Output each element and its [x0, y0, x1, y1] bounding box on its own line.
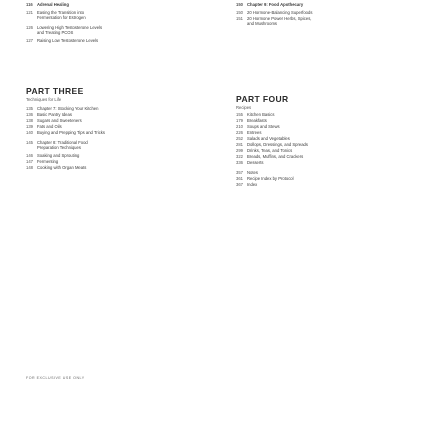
toc-entry-title — [247, 2, 303, 7]
toc-entry — [236, 2, 303, 7]
toc-entry — [236, 142, 308, 147]
toc-entry — [26, 118, 82, 123]
toc-entry — [26, 25, 102, 35]
toc-entry-line: Breads, Muffins, and Crackers — [247, 154, 304, 159]
toc-entry-line: Preparation Techniques — [37, 145, 81, 151]
toc-page-number: 116 — [26, 2, 33, 7]
toc-entry-title — [247, 130, 261, 135]
toc-entry — [26, 140, 88, 150]
toc-page-number: 151 — [236, 16, 243, 21]
toc-entry — [236, 170, 258, 175]
toc-entry-line: Sugars and Sweeteners — [37, 118, 82, 123]
toc-entry-line: Index — [247, 182, 258, 187]
toc-page-number: 138 — [26, 118, 33, 123]
toc-page-number: 322 — [236, 154, 243, 159]
toc-entry — [236, 176, 294, 181]
toc-entry — [236, 182, 257, 187]
toc-page-number: 226 — [236, 130, 243, 135]
toc-entry-line: Chapter 8: Traditional Food — [37, 140, 88, 145]
toc-entry-line: Chapter 9: Food Apothecary — [247, 2, 304, 7]
toc-entry — [236, 124, 280, 129]
toc-entry — [26, 112, 72, 117]
toc-entry-line: Easing the Transition into — [37, 10, 85, 15]
toc-page-number: 155 — [236, 112, 243, 117]
toc-page-number: 281 — [236, 142, 243, 147]
toc-page-number: 147 — [26, 159, 33, 164]
toc-entry-line: 20 Hormone Power Herbs, Spices, — [247, 16, 312, 21]
toc-entry-line: Notes — [247, 170, 258, 175]
toc-entry-line: Breakfasts — [247, 118, 267, 123]
footer-notice: FOR EXCLUSIVE USE ONLY — [26, 376, 85, 380]
toc-entry-title — [247, 142, 308, 147]
toc-entry-title — [247, 148, 292, 153]
toc-entry-title — [37, 130, 105, 135]
toc-entry — [236, 10, 312, 15]
toc-entry — [26, 106, 98, 111]
toc-entry — [236, 130, 261, 135]
toc-entry-line: and Mushrooms — [247, 21, 278, 27]
toc-entry-line: Soups and Stews — [247, 124, 280, 129]
toc-entry-title — [247, 170, 258, 175]
part-three-title: PART THREE — [26, 86, 84, 96]
toc-entry-line: Lowering High Testosterone Levels — [37, 25, 103, 30]
toc-page-number: 357 — [236, 170, 243, 175]
toc-entry-line: and Treating PCOS — [37, 30, 74, 36]
toc-page-number: 146 — [26, 153, 33, 158]
toc-page-number: 127 — [26, 38, 33, 43]
toc-entry-title — [247, 112, 274, 117]
toc-entry-title — [37, 140, 88, 150]
toc-entry — [26, 38, 98, 43]
toc-page-number: 145 — [26, 140, 33, 145]
part-four-title: PART FOUR — [236, 94, 289, 104]
toc-entry-line: 20 Hormone-Balancing Superfoods — [247, 10, 313, 15]
toc-entry-title — [247, 182, 257, 187]
toc-entry-title — [247, 10, 312, 15]
toc-entry-title — [247, 160, 264, 165]
toc-entry-title — [247, 16, 311, 26]
toc-page-number: 140 — [26, 130, 33, 135]
toc-entry-title — [37, 153, 79, 158]
toc-entry-title — [37, 106, 98, 111]
toc-page-number: 139 — [26, 124, 33, 129]
toc-page-number: 299 — [236, 148, 243, 153]
toc-entry-title — [37, 165, 86, 170]
toc-page-number: 148 — [26, 165, 33, 170]
toc-entry-line: Cooking with Organ Meats — [37, 165, 87, 170]
toc-page-number: 179 — [236, 118, 243, 123]
toc-entry-line: Dollops, Dressings, and Spreads — [247, 142, 308, 147]
toc-entry-line: Recipe Index by Protocol — [247, 176, 294, 181]
toc-page-number: 252 — [236, 136, 243, 141]
toc-entry — [236, 16, 311, 26]
toc-entry — [26, 2, 69, 7]
toc-page-number: 121 — [26, 10, 33, 15]
toc-entry-line: Raising Low Testosterone Levels — [37, 38, 99, 43]
toc-entry — [26, 165, 86, 170]
toc-page-number: 361 — [236, 176, 243, 181]
toc-entry-line: Entrees — [247, 130, 262, 135]
toc-page-number: 150 — [236, 2, 243, 7]
toc-entry — [236, 148, 292, 153]
toc-entry — [236, 136, 290, 141]
toc-entry — [26, 130, 105, 135]
toc-entry-title — [37, 159, 58, 164]
toc-entry-line: Adrenal Healing — [37, 2, 69, 7]
toc-entry-line: Chapter 7: Stocking Your Kitchen — [37, 106, 99, 111]
toc-entry-line: Desserts — [247, 160, 264, 165]
toc-entry-title — [37, 112, 72, 117]
toc-page-number: 135 — [26, 106, 33, 111]
toc-page-number: 336 — [236, 160, 243, 165]
toc-entry — [26, 124, 62, 129]
toc-entry-title — [247, 124, 280, 129]
toc-entry-title — [247, 176, 294, 181]
toc-entry — [26, 10, 86, 20]
toc-entry — [236, 112, 274, 117]
toc-entry — [236, 154, 303, 159]
toc-entry-title — [247, 154, 303, 159]
toc-page-number: 136 — [26, 112, 33, 117]
toc-page-number: 150 — [236, 10, 243, 15]
toc-page-number: 126 — [26, 25, 33, 30]
toc-page-number: 367 — [236, 182, 243, 187]
toc-entry — [236, 118, 267, 123]
toc-entry-line: Kitchen Basics — [247, 112, 275, 117]
part-three-subtitle: Techniques for Life — [26, 97, 62, 102]
toc-entry-title — [37, 2, 69, 7]
part-four-subtitle: Recipes — [236, 105, 252, 110]
toc-entry-title — [247, 136, 290, 141]
toc-entry-title — [37, 25, 102, 35]
toc-entry-title — [37, 118, 82, 123]
toc-entry-line: Fermentation for Estrogen — [37, 15, 86, 21]
toc-entry — [26, 159, 58, 164]
toc-entry-title — [37, 38, 98, 43]
toc-entry-line: Salads and Vegetables — [247, 136, 290, 141]
toc-entry — [26, 153, 79, 158]
toc-entry-title — [37, 10, 86, 20]
toc-entry-line: Fermenting — [37, 159, 59, 164]
toc-entry-line: Fats and Oils — [37, 124, 62, 129]
toc-entry — [236, 160, 264, 165]
toc-entry-line: Soaking and Sprouting — [37, 153, 80, 158]
toc-entry-line: Buying and Prepping Tips and Tricks — [37, 130, 105, 135]
toc-entry-title — [247, 118, 267, 123]
toc-entry-line: Basic Pantry Ideas — [37, 112, 72, 117]
toc-page-number: 210 — [236, 124, 243, 129]
toc-entry-title — [37, 124, 62, 129]
toc-entry-line: Drinks, Teas, and Tonics — [247, 148, 293, 153]
